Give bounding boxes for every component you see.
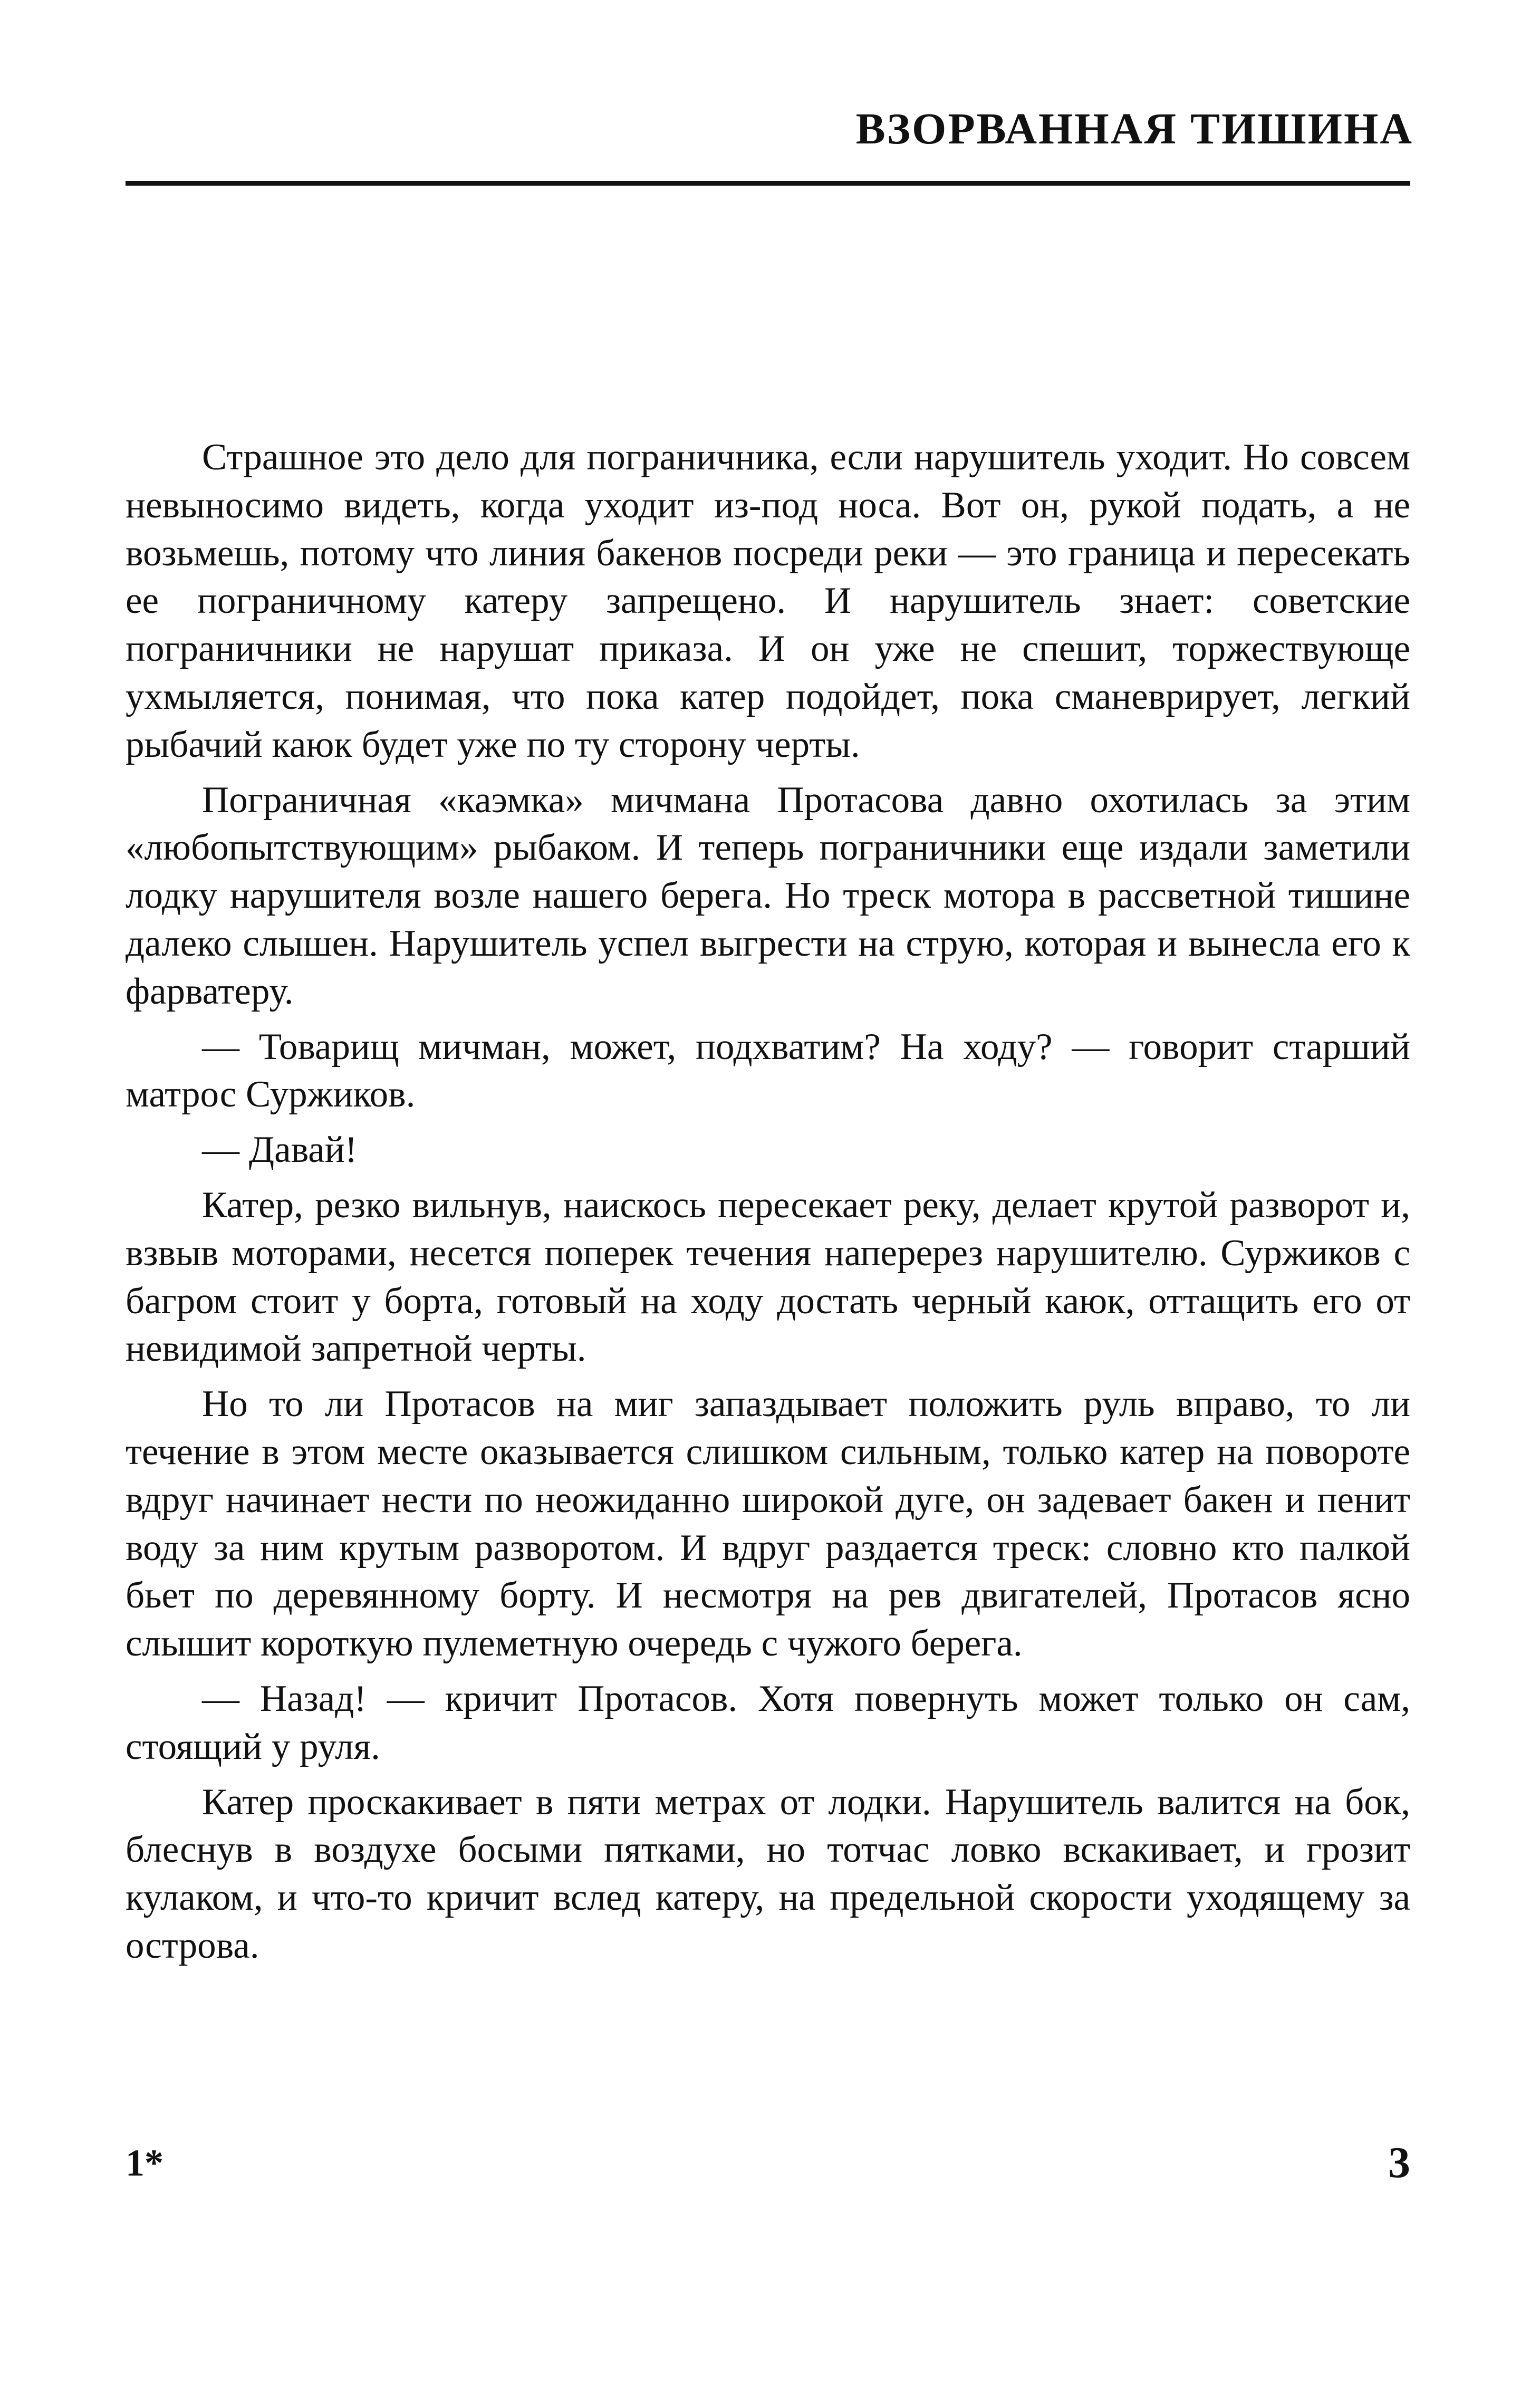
dialogue-paragraph: — Назад! — кричит Протасов. Хотя повернуть может только он сам, стоящий у руля.	[126, 1678, 1410, 1767]
page-number: 3	[1388, 2138, 1410, 2187]
body-text	[126, 434, 1410, 1977]
dialogue-paragraph: — Товарищ мичман, может, подхватим? На ходу? — говорит старший матрос Суржиков.	[126, 1026, 1410, 1115]
dialogue-paragraph: — Давай!	[202, 1129, 358, 1171]
signature-mark: 1*	[126, 2142, 163, 2184]
paragraph: Пограничная «каэмка» мичмана Протасова давно охотилась за этим «любопытствующим» рыбаком. И теперь пограничники еще издали заметили лодку нарушителя возле нашего берега. Но треск мотора в рассветной тишине далеко слышен. Нарушитель успел выгрести на струю, которая и вынесла его к фарватеру.	[126, 779, 1410, 1012]
paragraph: Страшное это дело для пограничника, если нарушитель уходит. Но совсем невыносимо видеть, когда уходит из-под носа. Вот он, рукой подать, а не возьмешь, потому что линия бакенов посреди реки — это граница и пересекать ее пограничному катеру запрещено. И нарушитель знает: советские пограничники не нарушат приказа. И он уже не спешит, торжествующе ухмыляется, понимая, что пока катер подойдет, пока сманеврирует, легкий рыбачий каюк будет уже по ту сторону черты.	[126, 437, 1410, 765]
paragraph: Катер, резко вильнув, наискось пересекает реку, делает крутой разворот и, взвыв моторами, несется поперек течения наперерез нарушителю. Суржиков с багром стоит у борта, готовый на ходу достать черный каюк, оттащить его от невидимой запретной черты.	[126, 1184, 1410, 1370]
header-rule	[126, 181, 1410, 186]
running-title: ВЗОРВАННАЯ ТИШИНА	[855, 104, 1413, 153]
paragraph: Катер проскакивает в пяти метрах от лодки. Нарушитель валится на бок, блеснув в воздухе босыми пятками, но тотчас ловко вскакивает, и грозит кулаком, и что-то кричит вслед катеру, на предельной скорости уходящему за острова.	[126, 1781, 1410, 1966]
paragraph: Но то ли Протасов на миг запаздывает положить руль вправо, то ли течение в этом месте оказывается слишком сильным, только катер на повороте вдруг начинает нести по неожиданно широкой дуге, он задевает бакен и пенит воду за ним крутым разворотом. И вдруг раздается треск: словно кто палкой бьет по деревянному борту. И несмотря на рев двигателей, Протасов ясно слышит короткую пулеметную очередь с чужого берега.	[126, 1383, 1410, 1664]
